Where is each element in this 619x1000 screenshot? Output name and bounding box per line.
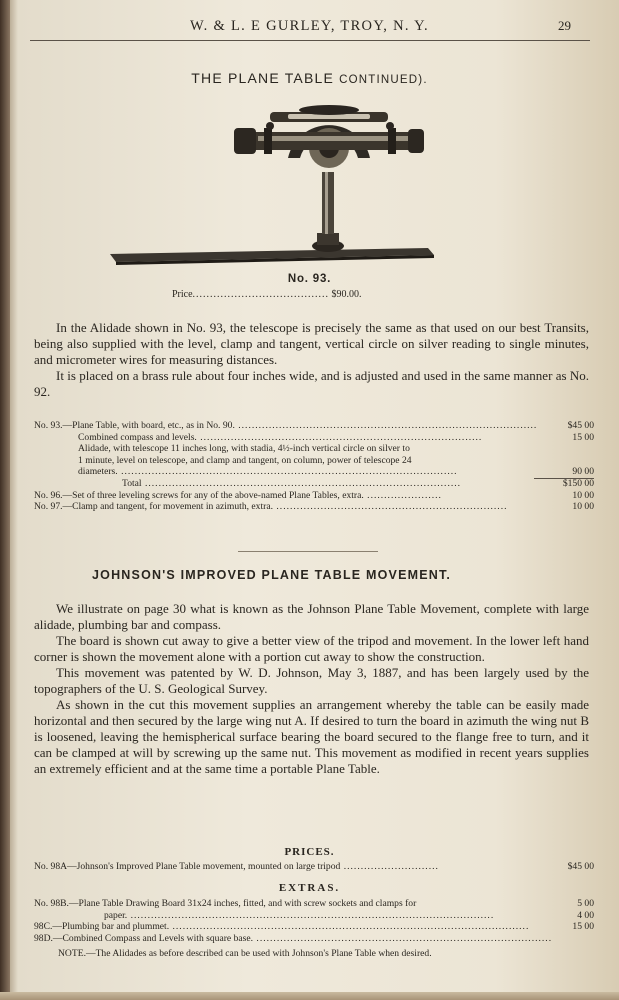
figure-price: Price....................................... $90.00. — [172, 289, 362, 300]
paragraph: We illustrate on page 30 what is known as the Johnson Plane Table Movement, complete with large alidade, plumbing bar and compass. — [34, 601, 589, 632]
section-title-continued: CONTINUED). — [339, 74, 428, 86]
header-rule — [30, 40, 590, 41]
running-header — [40, 18, 579, 35]
paragraph: This movement was patented by W. D. Johnson, May 3, 1887, and has been largely used by the topographers of the U. S. Geological Survey. — [34, 665, 589, 696]
list-item: 1 minute, level on telescope, and clamp and tangent, on column, power of telescope 24 — [78, 454, 412, 466]
price-list-98 — [34, 861, 594, 873]
alidade-illustration — [108, 98, 438, 266]
section-title-main: THE PLANE TABLE — [191, 70, 335, 86]
section-title-johnson: JOHNSON'S IMPROVED PLANE TABLE MOVEMENT. — [92, 568, 452, 582]
list-item: No. 97.—Clamp and tangent, for movement in azimuth, extra. .................................................................... 10 00 — [34, 501, 594, 513]
paragraph: It is placed on a brass rule about four inches wide, and is adjusted and used in the same manner as No. 92. — [34, 368, 589, 399]
list-item: No. 96.—Set of three leveling screws for any of the above-named Plane Tables, extra. ...................... 10 00 — [34, 489, 594, 501]
paragraph: In the Alidade shown in No. 93, the telescope is precisely the same as that used on our best Transits, being also supplied with the level, clamp and tangent, vertical circle on silver reading to single minutes, and micrometer wires for measuring distances. — [34, 320, 589, 367]
note: NOTE.—The Alidades as before described can be used with Johnson's Plane Table when desired. — [58, 948, 432, 960]
price-list-93 — [34, 420, 594, 513]
section-title — [0, 70, 619, 86]
list-item: 98D.—Combined Compass and Levels with square base. ....................................................................................... — [34, 932, 553, 944]
list-item: No. 98B.—Plane Table Drawing Board 31x24 inches, fitted, and with screw sockets and clamps for 5 00 — [34, 898, 594, 909]
page-number: 29 — [558, 18, 571, 33]
list-item: No. 98A—Johnson's Improved Plane Table movement, mounted on large tripod ............................ $45 00 — [34, 861, 594, 872]
running-title: W. & L. E GURLEY, TROY, N. Y. — [190, 18, 429, 34]
list-item: diameters. ................................................................................................... 90 00 — [78, 466, 594, 478]
prices-heading: PRICES. — [284, 846, 335, 858]
price-label: Price — [172, 289, 193, 300]
section1-body — [34, 320, 589, 400]
price-value: $90.00. — [331, 289, 362, 300]
paragraph: As shown in the cut this movement supplies an arrangement whereby the table can be easily made horizontal and then secured by the large wing nut A. If desired to turn the board in azimuth the wing nut B is loosened, leaving the hemispherical surface bearing the board secured to the flange free to turn, and it can be clamped at will by screwing up the same nut. This movement as modified in recent years supplies an extremely efficient and at the same time a portable Plane Table. — [34, 697, 589, 776]
list-item: No. 93.—Plane Table, with board, etc., as in No. 90. ........................................................................................ $45 00 — [34, 420, 594, 431]
extras-heading: EXTRAS. — [278, 882, 341, 894]
list-item: 98C.—Plumbing bar and plummet. ......................................................................................................... 15 00 — [34, 921, 594, 933]
extras-list — [34, 898, 594, 960]
list-item: Alidade, with telescope 11 inches long, with stadia, 4½-inch vertical circle on silver to — [78, 443, 410, 455]
list-item: paper. ........................................................................................................... 4 00 — [104, 909, 594, 921]
list-item: Combined compass and levels. ................................................................................... 15 00 — [78, 431, 594, 443]
total-row: Total ............................................................................................. $150 00 — [122, 477, 594, 489]
section2-body — [34, 601, 589, 777]
section-divider — [238, 551, 378, 552]
paragraph: The board is shown cut away to give a better view of the tripod and movement. In the lower left hand corner is shown the movement alone with a portion cut away to show the construction. — [34, 633, 589, 664]
page-bottom-edge — [0, 992, 619, 1000]
figure-caption: No. 93. — [287, 273, 332, 285]
